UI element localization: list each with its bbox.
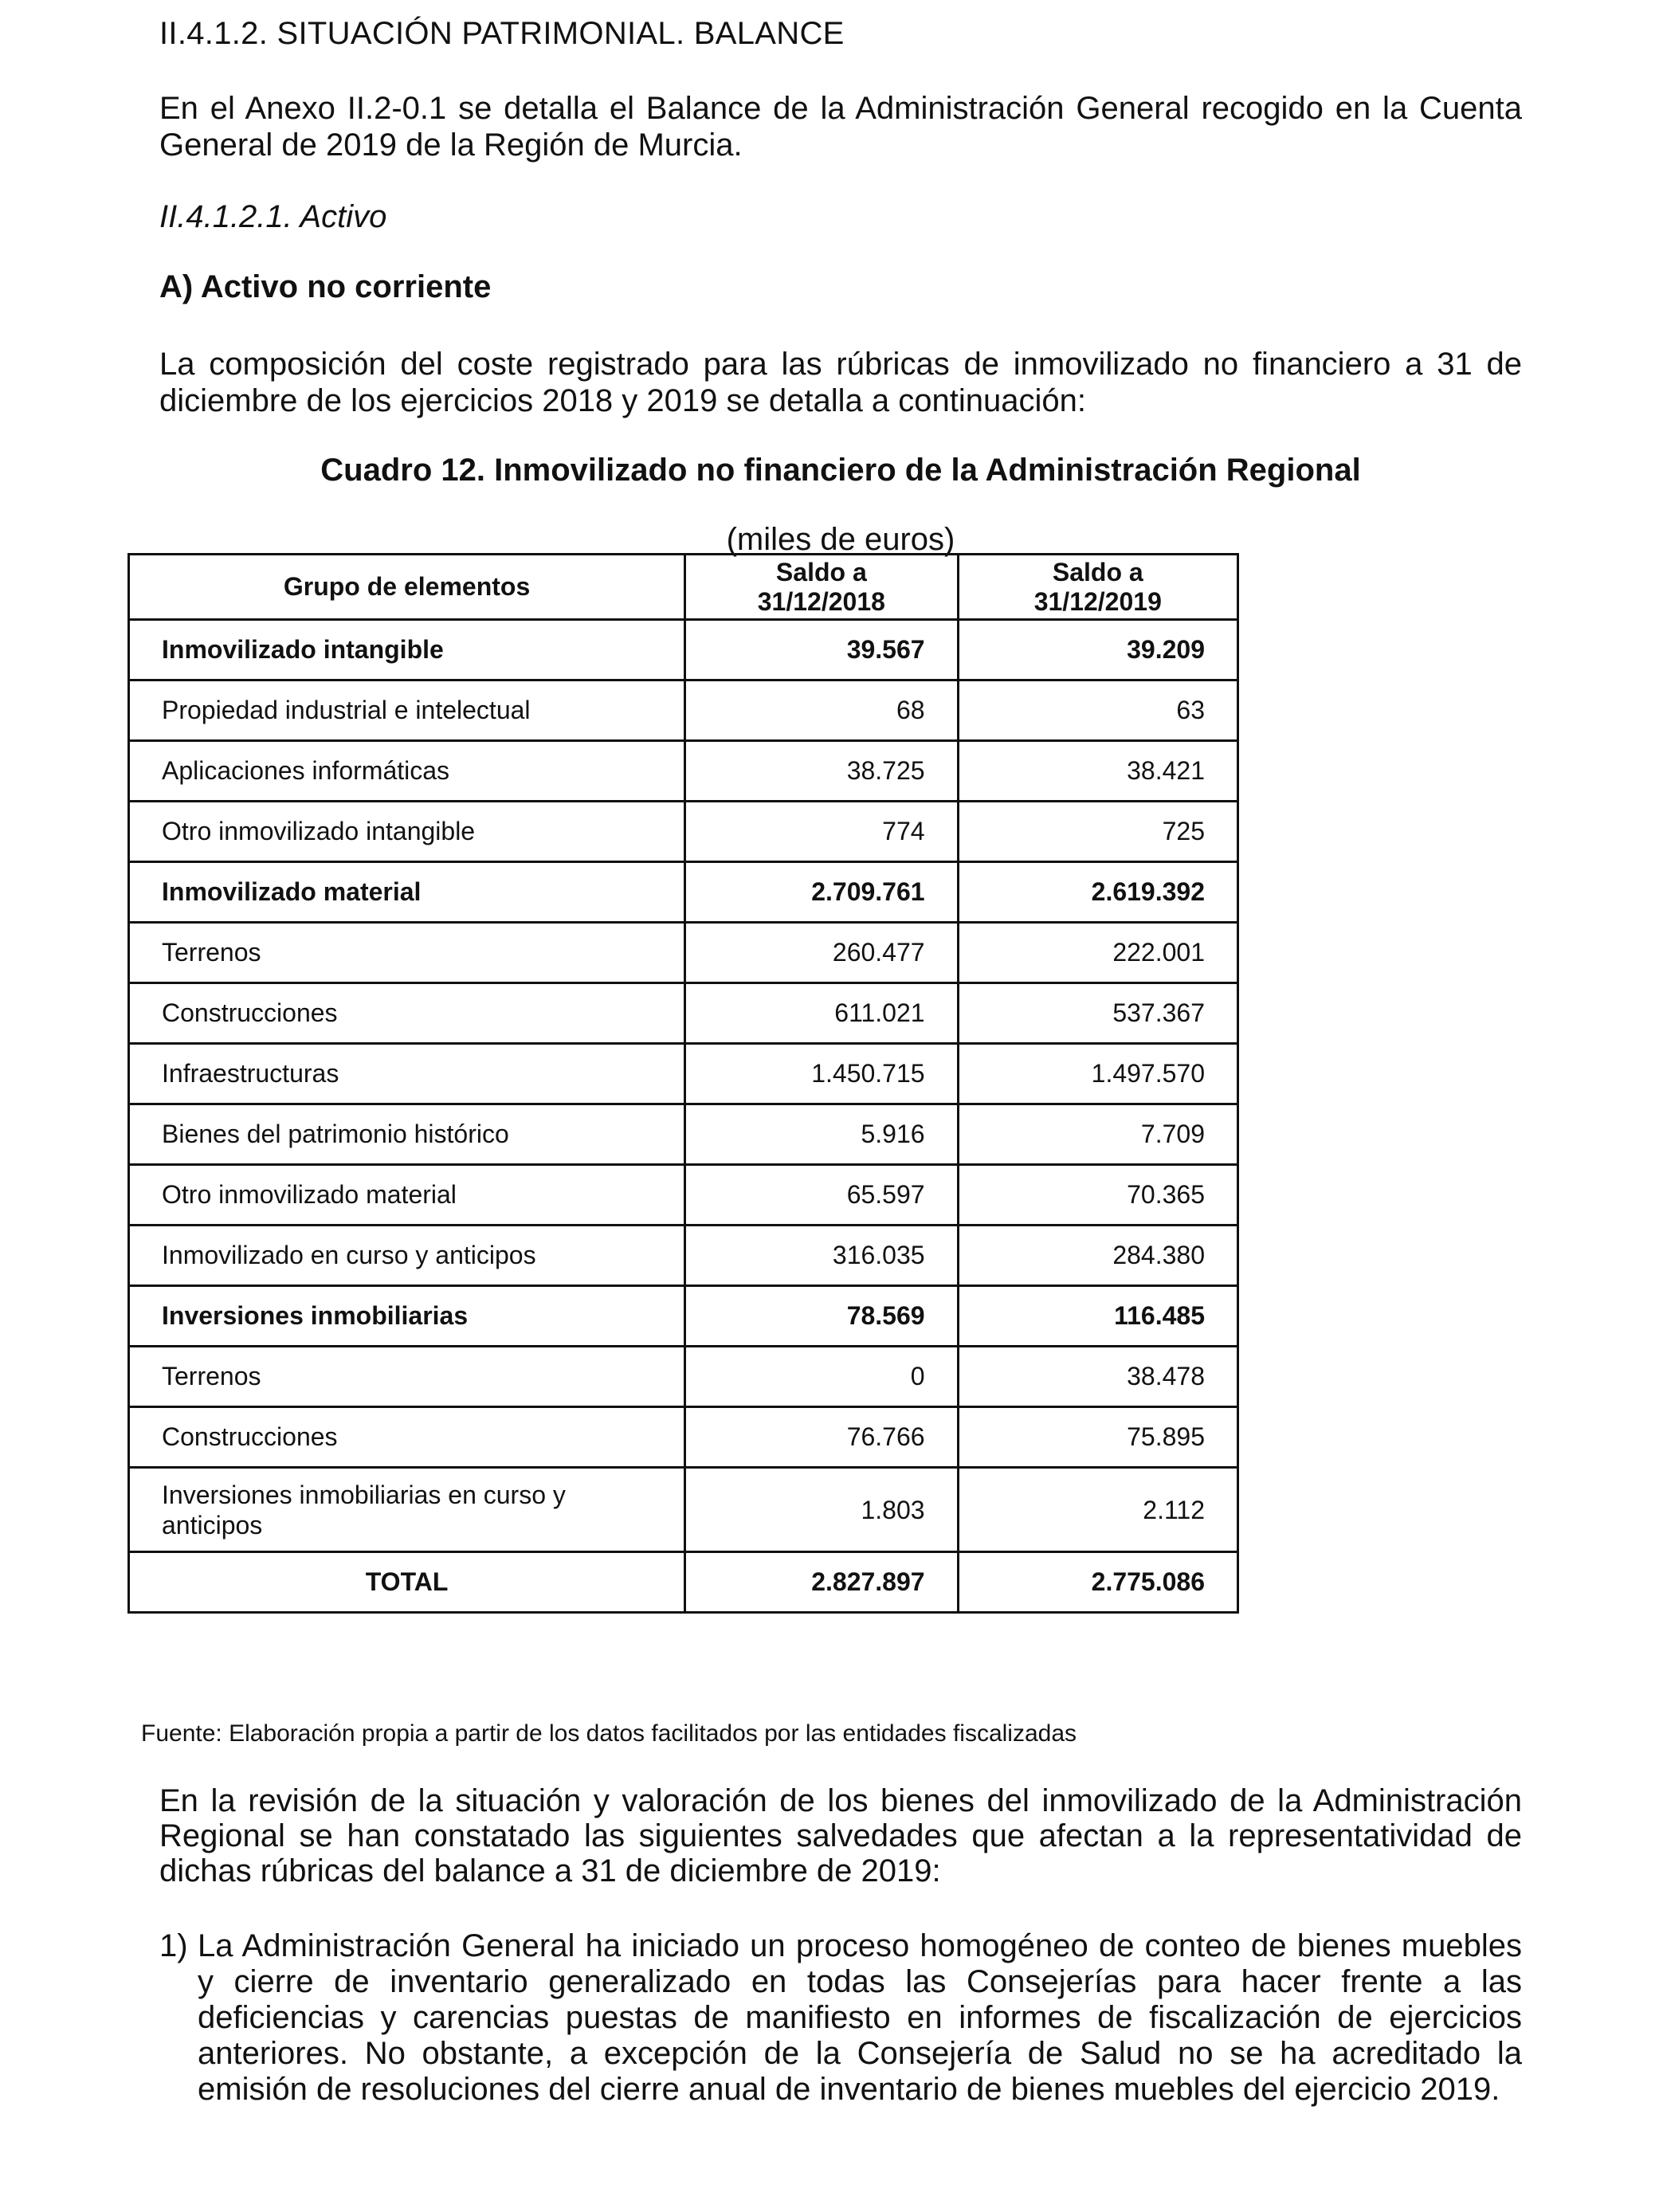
header-group: Grupo de elementos <box>129 555 685 620</box>
asset-table <box>127 553 1239 1614</box>
composition-paragraph: La composición del coste registrado para las rúbricas de inmovilizado no financiero a 31 de diciembre de los ejercicios 2018 y 2019 se detalla a continuación: <box>159 347 1522 418</box>
table-units: (miles de euros) <box>726 522 955 557</box>
value-2018: 5.916 <box>685 1104 958 1165</box>
table-row <box>129 1347 1238 1407</box>
row-label: Construcciones <box>129 983 685 1044</box>
value-2018: 78.569 <box>685 1286 958 1347</box>
table-row <box>129 1286 1238 1347</box>
source-note: Fuente: Elaboración propia a partir de los datos facilitados por las entidades fiscalizadas <box>141 1720 1077 1747</box>
row-label: Infraestructuras <box>129 1044 685 1104</box>
row-label: Inmovilizado intangible <box>129 620 685 680</box>
value-2018: 316.035 <box>685 1226 958 1286</box>
total-label: TOTAL <box>129 1552 685 1613</box>
table-header-row <box>129 555 1238 620</box>
table-row <box>129 1468 1238 1552</box>
row-label: Terrenos <box>129 923 685 983</box>
value-2019: 70.365 <box>958 1165 1237 1226</box>
row-label: Inversiones inmobiliarias <box>129 1286 685 1347</box>
table-caption: Cuadro 12. Inmovilizado no financiero de la Administración Regional <box>320 453 1361 488</box>
row-label: Propiedad industrial e intelectual <box>129 680 685 741</box>
total-2018: 2.827.897 <box>685 1552 958 1613</box>
value-2019: 38.478 <box>958 1347 1237 1407</box>
value-2018: 68 <box>685 680 958 741</box>
row-label: Inversiones inmobiliarias en curso y anticipos <box>129 1468 685 1552</box>
value-2018: 0 <box>685 1347 958 1407</box>
value-2018: 774 <box>685 802 958 862</box>
value-2019: 38.421 <box>958 741 1237 802</box>
intro-paragraph: En el Anexo II.2-0.1 se detalla el Balance de la Administración General recogido en la Cuenta General de 2019 de la Región de Murcia. <box>159 91 1522 163</box>
table-row <box>129 680 1238 741</box>
value-2018: 611.021 <box>685 983 958 1044</box>
value-2019: 222.001 <box>958 923 1237 983</box>
value-2019: 63 <box>958 680 1237 741</box>
table-row <box>129 923 1238 983</box>
value-2018: 38.725 <box>685 741 958 802</box>
subsection-title: II.4.1.2.1. Activo <box>159 199 387 234</box>
numbered-item-1 <box>159 1928 1522 2108</box>
value-2019: 725 <box>958 802 1237 862</box>
value-2019: 537.367 <box>958 983 1237 1044</box>
value-2018: 2.709.761 <box>685 862 958 923</box>
table-row <box>129 1104 1238 1165</box>
table-row <box>129 741 1238 802</box>
row-label: Inmovilizado en curso y anticipos <box>129 1226 685 1286</box>
row-label: Terrenos <box>129 1347 685 1407</box>
table-row <box>129 802 1238 862</box>
table-row <box>129 1407 1238 1468</box>
value-2019: 116.485 <box>958 1286 1237 1347</box>
review-paragraph: En la revisión de la situación y valoración de los bienes del inmovilizado de la Administración Regional se han constatado las siguientes salvedades que afectan a la representatividad de dichas rúbricas del balance a 31 de diciembre de 2019: <box>159 1783 1522 1888</box>
item-text: La Administración General ha iniciado un proceso homogéneo de conteo de bienes muebles y cierre de inventario generalizado en todas las Consejerías para hacer frente a las deficiencias y carencias puestas de manifiesto en informes de fiscalización de ejercicios anteriores. No obstante, a excepción de la Consejería de Salud no se ha acreditado la emisión de resoluciones del cierre anual de inventario de bienes muebles del ejercicio 2019. <box>198 1928 1522 2107</box>
table-row <box>129 1165 1238 1226</box>
value-2018: 65.597 <box>685 1165 958 1226</box>
value-2018: 76.766 <box>685 1407 958 1468</box>
row-label: Otro inmovilizado intangible <box>129 802 685 862</box>
item-number: 1) <box>159 1928 188 1963</box>
value-2019: 75.895 <box>958 1407 1237 1468</box>
table-row <box>129 1044 1238 1104</box>
value-2018: 1.803 <box>685 1468 958 1552</box>
row-label: Construcciones <box>129 1407 685 1468</box>
row-label: Bienes del patrimonio histórico <box>129 1104 685 1165</box>
value-2019: 1.497.570 <box>958 1044 1237 1104</box>
part-title: A) Activo no corriente <box>159 269 492 304</box>
header-2018: Saldo a 31/12/2018 <box>685 555 958 620</box>
table-row <box>129 620 1238 680</box>
value-2019: 39.209 <box>958 620 1237 680</box>
value-2019: 2.619.392 <box>958 862 1237 923</box>
table-row <box>129 983 1238 1044</box>
total-2019: 2.775.086 <box>958 1552 1237 1613</box>
value-2018: 39.567 <box>685 620 958 680</box>
value-2018: 260.477 <box>685 923 958 983</box>
value-2019: 2.112 <box>958 1468 1237 1552</box>
section-title: II.4.1.2. SITUACIÓN PATRIMONIAL. BALANCE <box>159 16 845 51</box>
value-2019: 284.380 <box>958 1226 1237 1286</box>
table-row <box>129 862 1238 923</box>
row-label: Otro inmovilizado material <box>129 1165 685 1226</box>
row-label: Inmovilizado material <box>129 862 685 923</box>
value-2019: 7.709 <box>958 1104 1237 1165</box>
table-total-row <box>129 1552 1238 1613</box>
value-2018: 1.450.715 <box>685 1044 958 1104</box>
row-label: Aplicaciones informáticas <box>129 741 685 802</box>
header-2019: Saldo a 31/12/2019 <box>958 555 1237 620</box>
table-row <box>129 1226 1238 1286</box>
